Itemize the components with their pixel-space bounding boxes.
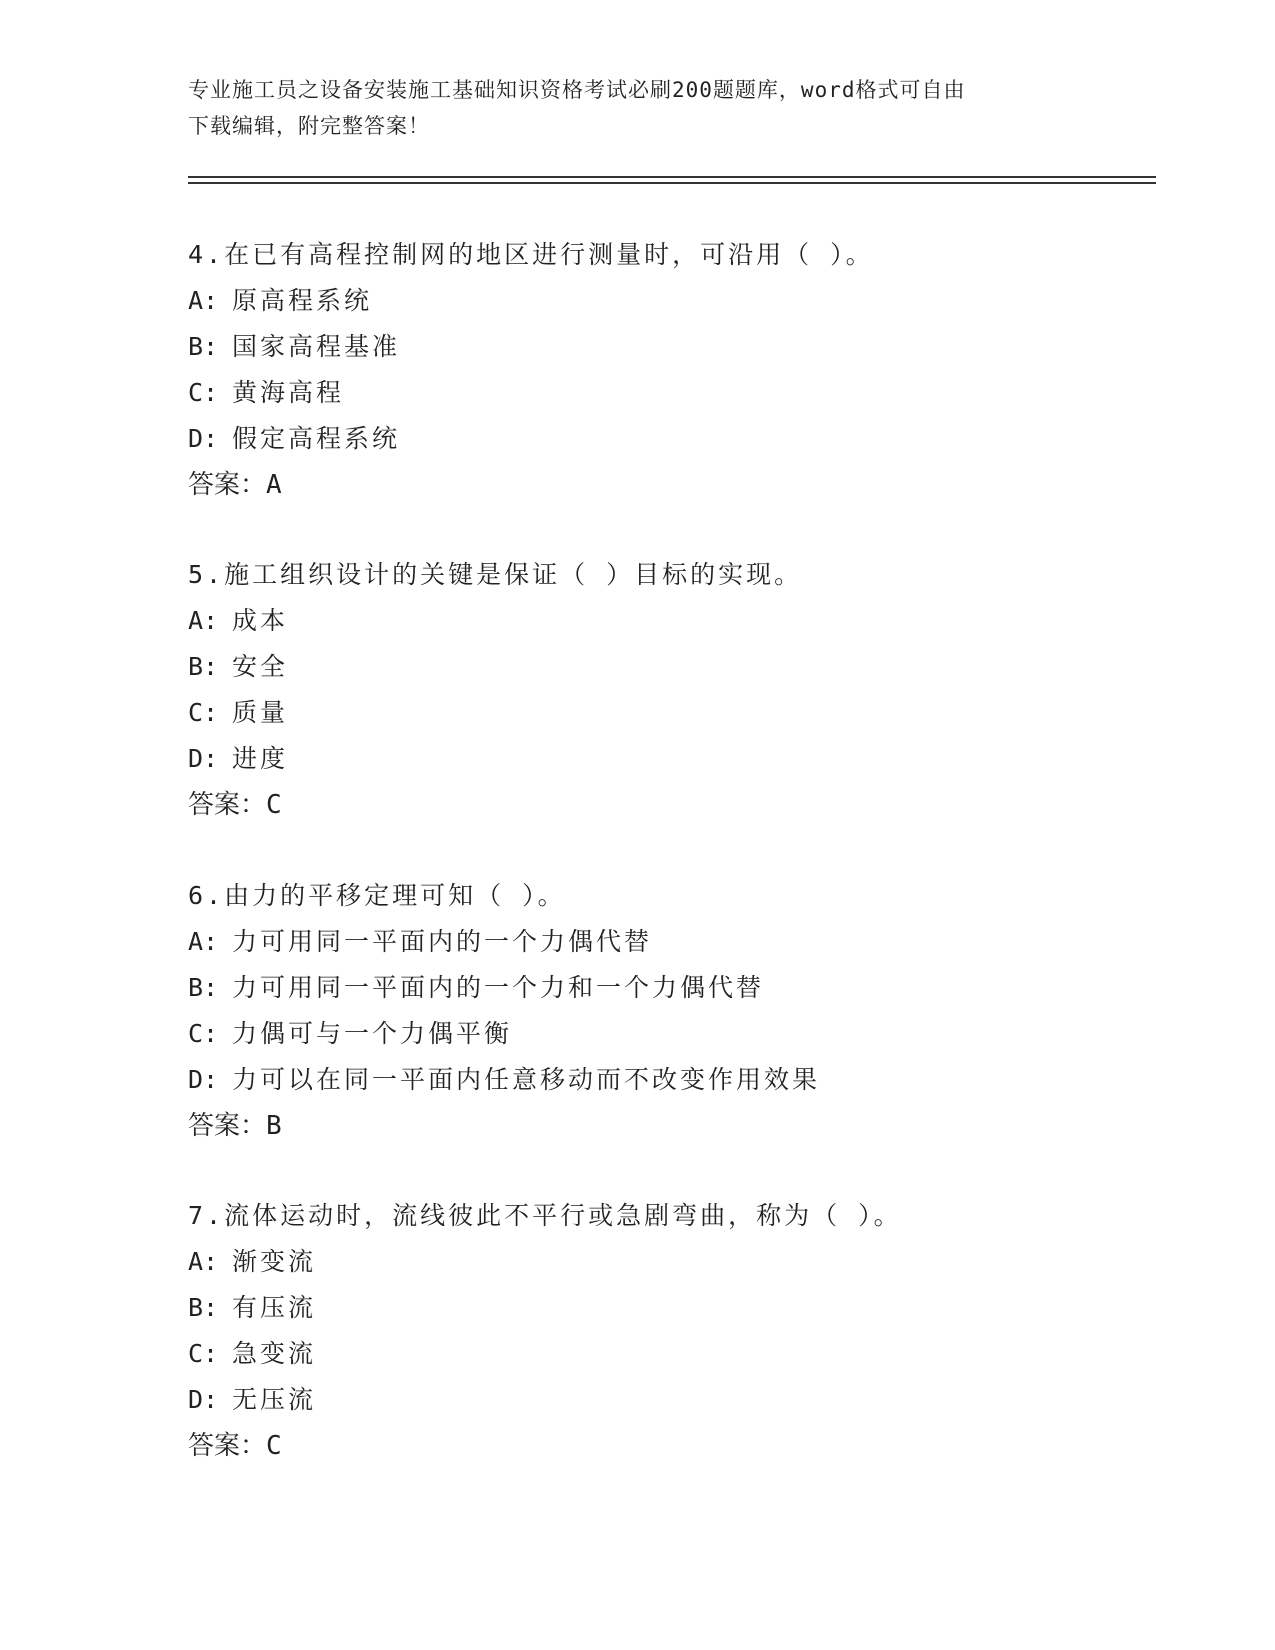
header-line-2: 下载编辑，附完整答案！ [188,114,430,138]
question-block [188,1193,1138,1469]
answer-line [188,462,1138,508]
option-letter: D: [188,1065,219,1094]
option-text: 渐变流 [232,1247,317,1276]
option-a [188,919,1138,965]
question-block [188,232,1138,508]
answer-line [188,1103,1138,1149]
answer-label: 答案： [188,1111,267,1141]
option-letter: B: [188,332,219,361]
option-text: 力可用同一平面内的一个力和一个力偶代替 [232,973,765,1002]
option-letter: C: [188,1339,219,1368]
option-letter: A: [188,1247,219,1276]
answer-value: B [266,1111,282,1141]
answer-label: 答案： [188,470,267,500]
option-letter: D: [188,1385,219,1414]
option-letter: B: [188,652,219,681]
answer-value: A [266,470,282,500]
question-stem: 7.流体运动时，流线彼此不平行或急剧弯曲，称为（ ）。 [188,1201,902,1230]
option-text: 原高程系统 [232,286,373,315]
option-b [188,644,1138,690]
option-letter: A: [188,927,219,956]
option-text: 有压流 [232,1293,317,1322]
option-letter: A: [188,286,219,315]
header-divider-bottom [188,182,1156,184]
answer-line [188,782,1138,828]
option-letter: D: [188,424,219,453]
option-letter: C: [188,1019,219,1048]
option-text: 无压流 [232,1385,317,1414]
option-text: 国家高程基准 [232,332,401,361]
answer-value: C [266,790,282,820]
question-stem: 4.在已有高程控制网的地区进行测量时，可沿用（ ）。 [188,240,874,269]
option-text: 进度 [232,744,289,773]
option-text: 力偶可与一个力偶平衡 [232,1019,513,1048]
option-text: 质量 [232,698,289,727]
option-text: 黄海高程 [232,378,345,407]
option-d [188,736,1138,782]
option-letter: C: [188,378,219,407]
option-letter: C: [188,698,219,727]
option-text: 力可以在同一平面内任意移动而不改变作用效果 [232,1065,821,1094]
question-block [188,552,1138,828]
option-a [188,1239,1138,1285]
answer-line [188,1423,1138,1469]
option-a [188,598,1138,644]
option-letter: A: [188,606,219,635]
answer-label: 答案： [188,1431,267,1461]
option-c [188,370,1138,416]
option-d [188,1377,1138,1423]
option-a [188,278,1138,324]
answer-value: C [266,1431,282,1461]
option-d [188,416,1138,462]
option-c [188,1011,1138,1057]
option-b [188,1285,1138,1331]
option-d [188,1057,1138,1103]
option-text: 安全 [232,652,289,681]
option-letter: D: [188,744,219,773]
option-text: 力可用同一平面内的一个力偶代替 [232,927,653,956]
option-c [188,690,1138,736]
option-b [188,324,1138,370]
option-letter: B: [188,1293,219,1322]
option-b [188,965,1138,1011]
header-divider-top [188,176,1156,178]
header-line-1: 专业施工员之设备安装施工基础知识资格考试必刷200题题库，word格式可自由 [188,78,966,102]
question-stem: 5.施工组织设计的关键是保证（ ）目标的实现。 [188,560,803,589]
option-text: 假定高程系统 [232,424,401,453]
answer-label: 答案： [188,790,267,820]
option-c [188,1331,1138,1377]
question-stem: 6.由力的平移定理可知（ ）。 [188,881,566,910]
option-letter: B: [188,973,219,1002]
question-block [188,873,1138,1149]
document-header [188,72,1088,144]
option-text: 急变流 [232,1339,317,1368]
option-text: 成本 [232,606,289,635]
